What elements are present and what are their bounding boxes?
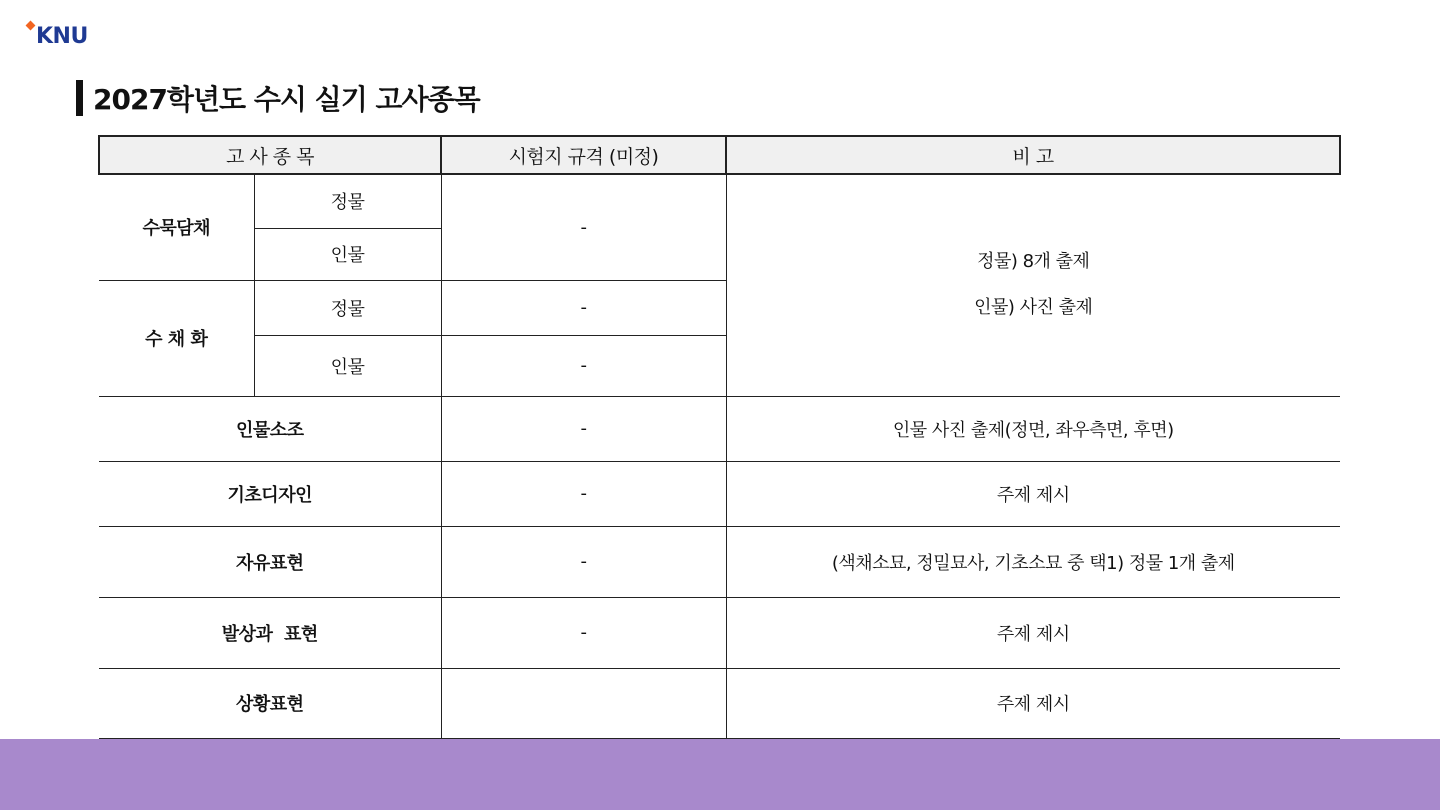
knu-logo xyxy=(26,20,106,54)
sub-category-cell: 인물 xyxy=(254,335,441,396)
note-cell: 인물 사진 출제(정면, 좌우측면, 후면) xyxy=(726,396,1340,461)
logo-text: KNU xyxy=(36,24,88,49)
category-cell: 상황표현 xyxy=(99,668,441,738)
header-note: 비 고 xyxy=(726,136,1340,174)
paper-cell: - xyxy=(441,335,726,396)
footer-band xyxy=(0,739,1440,810)
table-row xyxy=(99,461,1340,526)
paper-cell: - xyxy=(441,461,726,526)
header-paper-size: 시험지 규격 (미정) xyxy=(441,136,726,174)
paper-cell: - xyxy=(441,280,726,335)
table-row xyxy=(99,174,1340,228)
note-cell: (색채소묘, 정밀묘사, 기초소묘 중 택1) 정물 1개 출제 xyxy=(726,526,1340,597)
sub-category-cell: 정물 xyxy=(254,280,441,335)
note-cell: 주제 제시 xyxy=(726,597,1340,668)
table-row xyxy=(99,597,1340,668)
paper-cell xyxy=(441,668,726,738)
note-line: 인물) 사진 출제 xyxy=(974,297,1093,319)
table-row xyxy=(99,396,1340,461)
exam-subjects-table xyxy=(98,135,1341,739)
category-cell: 기초디자인 xyxy=(99,461,441,526)
category-cell: 인물소조 xyxy=(99,396,441,461)
note-line: 정물) 8개 출제 xyxy=(977,251,1090,273)
header-subject: 고 사 종 목 xyxy=(99,136,441,174)
category-cell: 수 채 화 xyxy=(99,280,254,396)
shared-note-cell xyxy=(726,174,1340,396)
category-cell: 발상과 표현 xyxy=(99,597,441,668)
sub-category-cell: 정물 xyxy=(254,174,441,228)
note-cell: 주제 제시 xyxy=(726,668,1340,738)
paper-cell: - xyxy=(441,174,726,280)
note-cell: 주제 제시 xyxy=(726,461,1340,526)
table-row xyxy=(99,668,1340,738)
page-title: 2027학년도 수시 실기 고사종목 xyxy=(93,83,480,116)
title-marker-bar xyxy=(76,80,83,116)
paper-cell: - xyxy=(441,526,726,597)
category-cell: 자유표현 xyxy=(99,526,441,597)
table-row xyxy=(99,526,1340,597)
logo-accent-diamond xyxy=(26,21,36,31)
sub-category-cell: 인물 xyxy=(254,228,441,280)
paper-cell: - xyxy=(441,597,726,668)
table-header-row xyxy=(99,136,1340,174)
paper-cell: - xyxy=(441,396,726,461)
category-cell: 수묵담채 xyxy=(99,174,254,280)
